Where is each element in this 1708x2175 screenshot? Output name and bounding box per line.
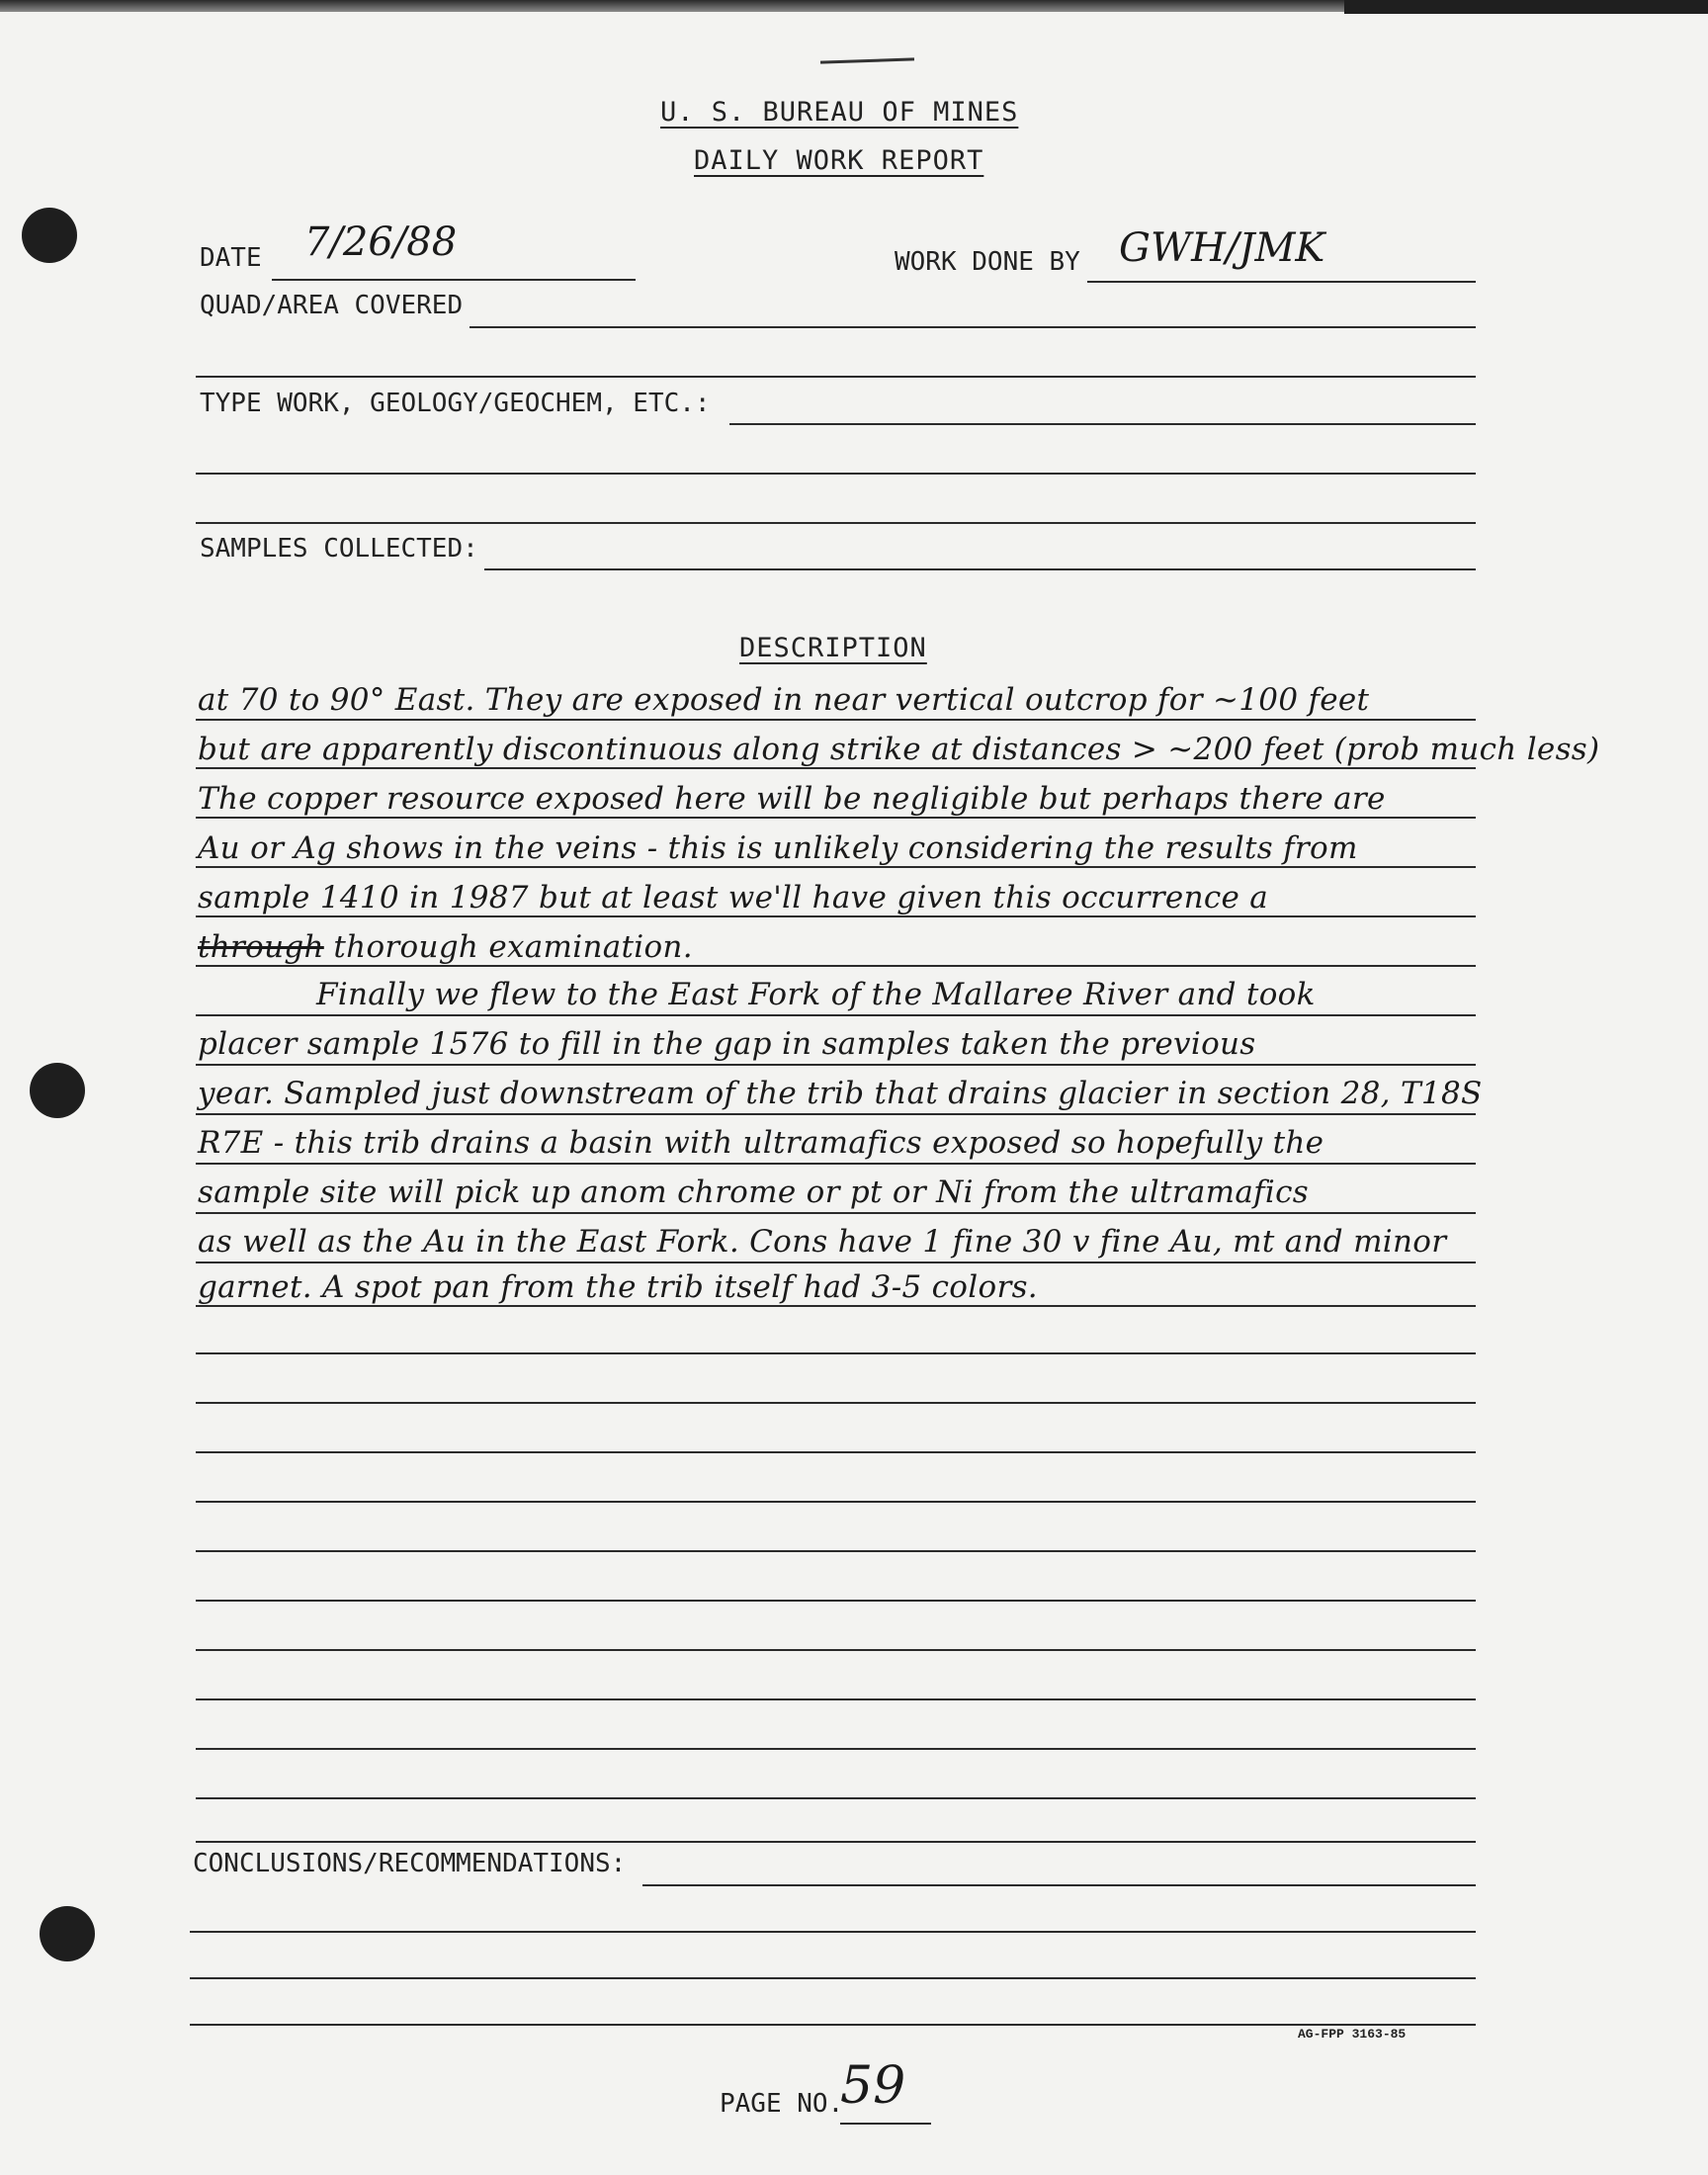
binder-hole-top (22, 208, 77, 263)
description-line-11: sample site will pick up anom chrome or pt or Ni from the ultramafics (198, 1174, 1309, 1210)
ruled-line (196, 1649, 1476, 1651)
description-line-6-wrap (198, 929, 693, 965)
ruled-line (196, 1305, 1476, 1307)
description-heading: DESCRIPTION (739, 633, 927, 663)
ruled-line (196, 1402, 1476, 1404)
ruled-line (196, 1451, 1476, 1453)
ruled-line (196, 1698, 1476, 1700)
ruled-line (196, 915, 1476, 917)
ruled-line (196, 817, 1476, 819)
date-label: DATE (200, 243, 262, 273)
work-done-by-value[interactable]: GWH/JMK (1119, 225, 1325, 271)
ruled-line (196, 1550, 1476, 1552)
quad-area-line-2[interactable] (196, 376, 1476, 378)
form-title: DAILY WORK REPORT (694, 145, 984, 176)
agency-title: U. S. BUREAU OF MINES (660, 97, 1019, 128)
conclusions-line-4[interactable] (190, 2024, 1476, 2026)
scan-edge-dark (1344, 0, 1708, 14)
ruled-line (196, 965, 1476, 967)
ruled-line (196, 767, 1476, 769)
ruled-line (196, 719, 1476, 721)
description-line-9: year. Sampled just downstream of the trib that drains glacier in section 28, T18S (198, 1076, 1483, 1111)
description-line-3: The copper resource exposed here will be negligible but perhaps there are (198, 781, 1386, 817)
conclusions-line-2[interactable] (190, 1931, 1476, 1933)
conclusions-label: CONCLUSIONS/RECOMMENDATIONS: (193, 1849, 627, 1878)
description-line-7: Finally we flew to the East Fork of the Mallaree River and took (316, 977, 1316, 1012)
ruled-line (196, 1748, 1476, 1750)
binder-hole-bottom (40, 1906, 95, 1961)
samples-collected-label: SAMPLES COLLECTED: (200, 534, 478, 564)
ruled-line (196, 1352, 1476, 1354)
ruled-line (196, 1501, 1476, 1503)
ruled-line (196, 1113, 1476, 1115)
top-mark (820, 57, 914, 63)
ruled-line (196, 866, 1476, 868)
page-number-value: 59 (840, 2056, 906, 2116)
description-line-1: at 70 to 90° East. They are exposed in near vertical outcrop for ~100 feet (198, 682, 1370, 718)
type-work-line-2[interactable] (196, 473, 1476, 475)
ruled-line (196, 1212, 1476, 1214)
description-line-13: garnet. A spot pan from the trib itself had 3-5 colors. (198, 1269, 1038, 1305)
description-line-5: sample 1410 in 1987 but at least we'll have given this occurrence a (198, 880, 1269, 915)
ruled-line (196, 1262, 1476, 1263)
form-code: AG-FPP 3163-85 (1298, 2027, 1407, 2042)
description-line-4: Au or Ag shows in the veins - this is unlikely considering the results from (198, 830, 1358, 866)
conclusions-line-1[interactable] (642, 1884, 1476, 1886)
ruled-line (196, 1797, 1476, 1799)
conclusions-line-3[interactable] (190, 1977, 1476, 1979)
ruled-line (196, 1163, 1476, 1165)
description-line-12: as well as the Au in the East Fork. Cons have 1 fine 30 v fine Au, mt and minor (198, 1224, 1447, 1260)
ruled-line (196, 1064, 1476, 1066)
type-work-line-3[interactable] (196, 522, 1476, 524)
binder-hole-middle (30, 1063, 85, 1118)
ruled-line (196, 1600, 1476, 1602)
work-done-by-line (1087, 281, 1476, 283)
description-line-10: R7E - this trib drains a basin with ultramafics exposed so hopefully the (198, 1125, 1324, 1161)
date-value[interactable]: 7/26/88 (304, 219, 458, 265)
samples-collected-line[interactable] (484, 568, 1476, 570)
description-line-6: thorough examination. (333, 929, 693, 965)
page-number-line (840, 2123, 931, 2125)
work-done-by-label: WORK DONE BY (895, 247, 1080, 277)
type-work-line-1[interactable] (729, 423, 1476, 425)
description-line-2: but are apparently discontinuous along strike at distances > ~200 feet (prob much less) (198, 732, 1600, 767)
page-number-label: PAGE NO. (720, 2089, 844, 2119)
ruled-line (196, 1014, 1476, 1016)
ruled-line (196, 1841, 1476, 1843)
description-line-8: placer sample 1576 to fill in the gap in samples taken the previous (198, 1026, 1256, 1062)
date-field-line (272, 279, 636, 281)
quad-area-label: QUAD/AREA COVERED (200, 291, 464, 320)
quad-area-line-1[interactable] (470, 326, 1476, 328)
struck-word: through (198, 929, 324, 965)
type-work-label: TYPE WORK, GEOLOGY/GEOCHEM, ETC.: (200, 389, 711, 418)
